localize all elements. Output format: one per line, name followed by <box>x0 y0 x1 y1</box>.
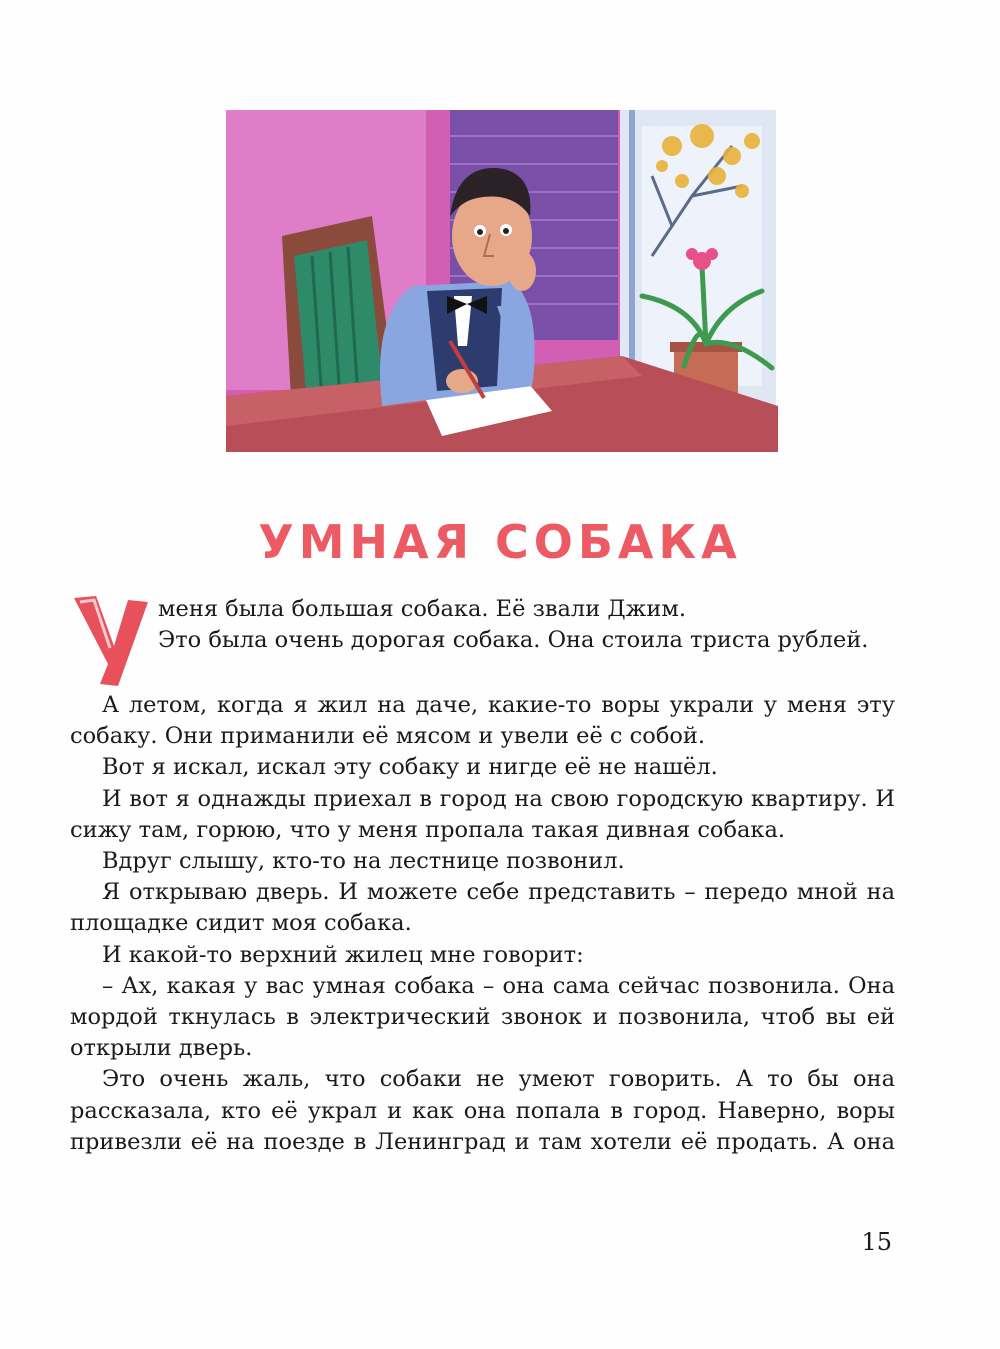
paragraph: – Ах, какая у вас умная собака – она сама сейчас позвонила. Она мордой ткнулась в электрический звонок и позвонила, чтоб вы ей открыли дверь. <box>70 972 895 1062</box>
paragraph: А летом, когда я жил на даче, какие-то воры украли у меня эту собаку. Они приманили её мясом и увели её с собой. <box>70 692 895 750</box>
boy-hand <box>508 251 536 291</box>
paragraph: Вот я искал, искал эту собаку и нигде её не нашёл. <box>102 754 718 781</box>
paragraph: Вдруг слышу, кто-то на лестнице позвонил. <box>102 848 625 875</box>
page-number: 15 <box>861 1228 892 1256</box>
paragraph: меня была большая собака. Её звали Джим. <box>158 596 687 622</box>
story-title: УМНАЯ СОБАКА <box>258 515 742 569</box>
drop-cap-letter <box>70 594 152 690</box>
paragraph: И какой-то верхний жилец мне говорит: <box>102 941 584 968</box>
svg-text:У: У <box>70 594 71 595</box>
story-illustration <box>222 106 780 456</box>
paragraph: И вот я однажды приехал в город на свою городскую квартиру. И сижу там, горюю, что у меня пропала такая дивная собака. <box>70 785 895 843</box>
paragraph: Я открываю дверь. И можете себе представить – передо мной на площадке сидит моя собака. <box>70 879 895 937</box>
paragraph: Это очень жаль, что собаки не умеют говорить. А то бы она рассказала, кто её украл и как она попала в город. Наверно, воры привезли её на поезде в Ленинград и там хотели её продать. А она <box>70 1066 895 1155</box>
paragraph: Это была очень дорогая собака. Она стоила триста рублей. <box>158 627 869 654</box>
story-body <box>70 594 895 1158</box>
